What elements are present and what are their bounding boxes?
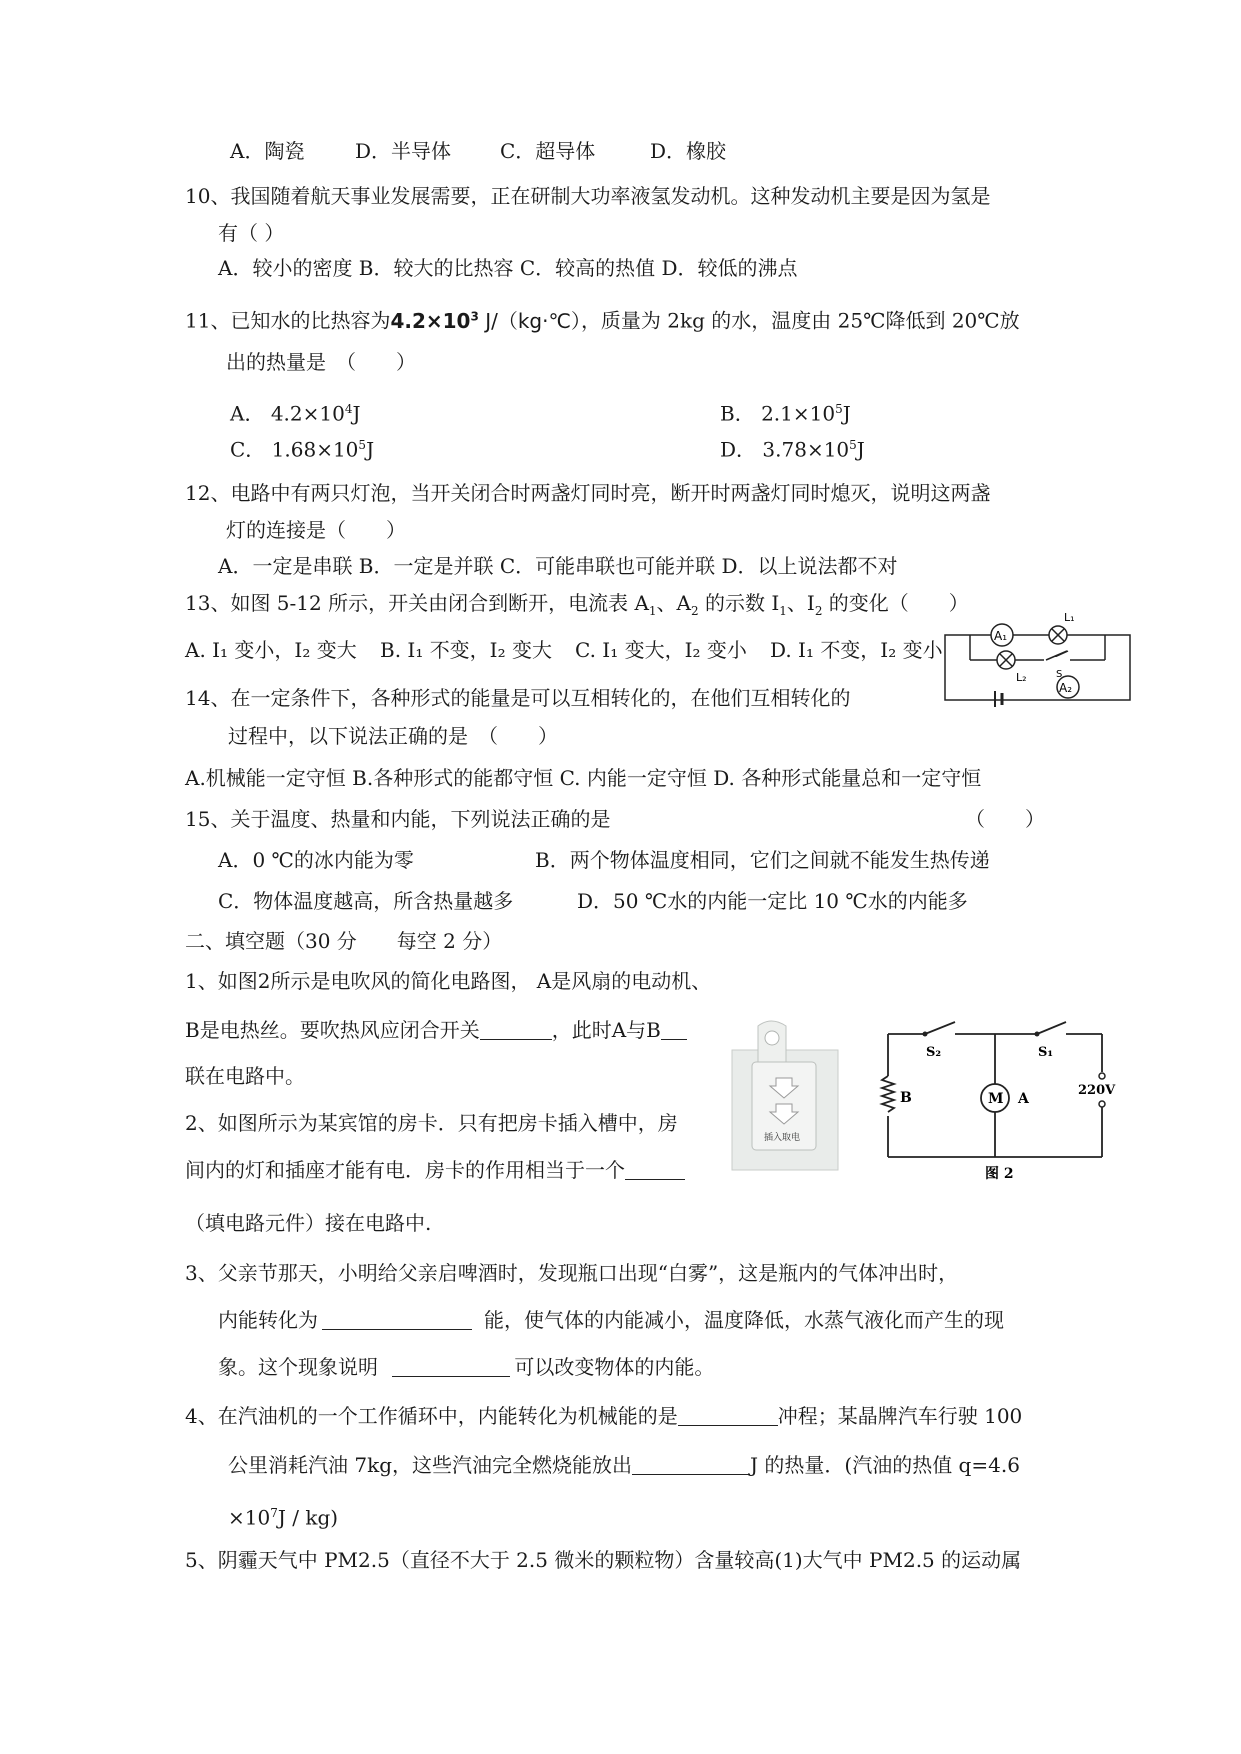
- fill2-line2: 间内的灯和插座才能有电．房卡的作用相当于一个: [185, 1157, 685, 1183]
- q11-option-c: C． $1.68\times 10^5J$: [230, 437, 375, 462]
- fill1-blank-connection[interactable]: [661, 1019, 687, 1040]
- q11-option-d: D． $3.78\times 10^5J$: [720, 437, 865, 462]
- q15-option-c: C．物体温度越高，所含热量越多: [218, 889, 514, 913]
- label-m: M: [988, 1091, 1004, 1107]
- q9-option-a: A．陶瓷: [230, 139, 305, 163]
- fill3-line1: 3、父亲节那天，小明给父亲启啤酒时，发现瓶口出现“白雾”，这是瓶内的气体冲出时，: [185, 1261, 959, 1285]
- q13-stem: 13、如图 5-12 所示，开关由闭合到断开，电流表 $A_1$、$A_2$ 的示数 $I_1$、$I_2$ 的变化（ ）: [185, 591, 969, 618]
- fill4-line2: 公里消耗汽油 7kg，这些汽油完全燃烧能放出 J 的热量．(汽油的热值 q=4.6: [228, 1453, 1020, 1477]
- q12-options: A．一定是串联 B．一定是并联 C．可能串联也可能并联 D．以上说法都不对: [218, 554, 898, 578]
- fill1-line2: B是电热丝。要吹热风应闭合开关 ，此时A与B: [185, 1017, 687, 1043]
- circuit-figure-5-12: [940, 605, 1140, 705]
- fill1-line1: 1、如图2所示是电吹风的简化电路图， A是风扇的电动机、: [185, 969, 712, 993]
- q11-stem-line1: [185, 303, 1020, 334]
- fill3-blank-method[interactable]: [392, 1356, 510, 1377]
- q13-option-d: D. I₁ 不变，I₂ 变小: [770, 638, 943, 662]
- q10-stem-line1: 10、我国随着航天事业发展需要，正在研制大功率液氢发动机。这种发动机主要是因为氢是: [185, 184, 991, 208]
- fill5-line1: 5、阴霾天气中 PM2.5（直径不大于 2.5 微米的颗粒物）含量较高(1)大气中 PM2.5 的运动属: [185, 1548, 1022, 1572]
- fill4-line1: 4、在汽油机的一个工作循环中，内能转化为机械能的是 冲程；某晶牌汽车行驶 100: [185, 1404, 1023, 1428]
- q11-stem-rest: ，质量为 2kg 的水，温度由 25℃降低到 20℃放: [580, 308, 1020, 333]
- q12-stem-line1: 12、电路中有两只灯泡，当开关闭合时两盏灯同时亮，断开时两盏灯同时熄灭，说明这两盏: [185, 481, 991, 505]
- q15-stem: 15、关于温度、热量和内能，下列说法正确的是: [185, 807, 611, 831]
- room-card-figure: [730, 1020, 842, 1172]
- q9-option-b: D．半导体: [355, 139, 452, 163]
- q13-option-c: C. I₁ 变大，I₂ 变小: [575, 638, 747, 662]
- room-card-label: 插入取电: [764, 1133, 801, 1143]
- label-s1: S₁: [1038, 1045, 1054, 1060]
- circuit-figure-2: [880, 1012, 1116, 1182]
- label-s2: S₂: [926, 1045, 942, 1060]
- q10-options: A．较小的密度 B．较大的比热容 C．较高的热值 D．较低的沸点: [218, 256, 798, 280]
- label-a1: A₁: [994, 629, 1008, 643]
- label-s: S: [1056, 669, 1063, 680]
- label-l1: L₁: [1064, 611, 1075, 624]
- label-a: A: [1018, 1091, 1029, 1107]
- q11-specific-heat-value: $4.2\times 10^3$ J/（kg·℃）: [390, 308, 581, 333]
- fill2-blank-component[interactable]: [625, 1159, 685, 1180]
- fill4-blank-stroke[interactable]: [678, 1405, 778, 1426]
- q10-stem-line2: 有（ ）: [218, 221, 285, 245]
- q15-paren: （ ）: [965, 807, 1045, 831]
- fill3-line3: 象。这个现象说明 可以改变物体的内能。: [218, 1355, 715, 1379]
- q9-options: [230, 138, 727, 164]
- q9-option-c: C．超导体: [500, 139, 596, 163]
- q14-options: A.机械能一定守恒 B.各种形式的能都守恒 C. 内能一定守恒 D. 各种形式能量总和一定守恒: [185, 766, 982, 790]
- q11-stem-line2: 出的热量是 （ ）: [226, 350, 416, 374]
- fill1-line3: 联在电路中。: [185, 1064, 305, 1088]
- label-220v: 220V: [1078, 1083, 1116, 1098]
- q11-option-b: B． $2.1\times 10^5J$: [720, 401, 851, 426]
- fill2-line1: 2、如图所示为某宾馆的房卡．只有把房卡插入槽中，房: [185, 1111, 678, 1135]
- label-b: B: [900, 1090, 912, 1106]
- label-l2: L₂: [1016, 671, 1027, 684]
- q14-stem-line2: 过程中，以下说法正确的是 （ ）: [228, 724, 558, 748]
- fill2-line3: （填电路元件）接在电路中.: [185, 1211, 432, 1235]
- figure2-caption: 图 2: [985, 1166, 1014, 1182]
- q15-option-a: A．0 ℃的冰内能为零: [218, 848, 414, 872]
- q11-option-a: A． $4.2\times 10^4J$: [230, 401, 361, 426]
- fill4-line3: $\times 10^7J / kg$): [228, 1505, 339, 1530]
- q14-stem-line1: 14、在一定条件下，各种形式的能量是可以互相转化的，在他们互相转化的: [185, 686, 851, 710]
- fill3-line2: 内能转化为 能，使气体的内能减小，温度降低，水蒸气液化而产生的现: [218, 1308, 1004, 1332]
- q9-option-d: D．橡胶: [650, 139, 727, 163]
- q15-option-b: B．两个物体温度相同，它们之间就不能发生热传递: [535, 848, 990, 872]
- q13-option-a: A. I₁ 变小，I₂ 变大: [185, 638, 357, 662]
- label-a2: A₂: [1059, 681, 1073, 695]
- fill3-blank-energy[interactable]: [322, 1309, 472, 1330]
- q15-option-d: D．50 ℃水的内能一定比 10 ℃水的内能多: [577, 889, 968, 913]
- q13-options: [185, 637, 943, 663]
- q13-option-b: B. I₁ 不变，I₂ 变大: [380, 638, 552, 662]
- fill4-blank-heat[interactable]: [632, 1454, 750, 1475]
- fill1-blank-switch[interactable]: [480, 1019, 552, 1040]
- q12-stem-line2: 灯的连接是（ ）: [226, 518, 406, 542]
- section-title: 二、填空题（30 分 每空 2 分）: [185, 929, 503, 953]
- q11-stem-start: 11、已知水的比热容为: [185, 308, 391, 333]
